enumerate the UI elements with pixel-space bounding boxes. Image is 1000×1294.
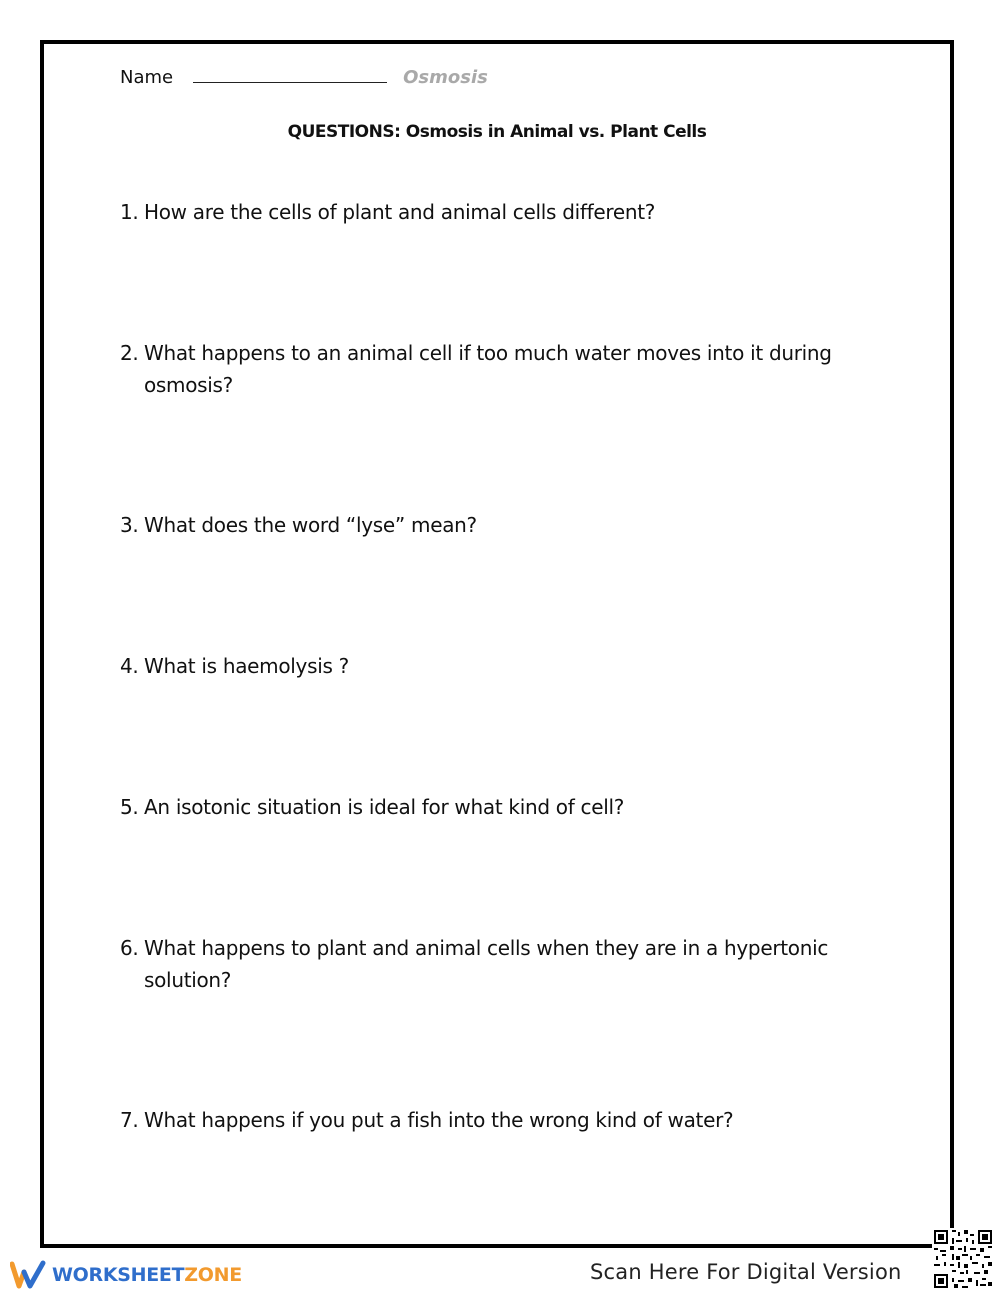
question-4 (120, 650, 880, 682)
worksheetzone-logo[interactable] (10, 1260, 242, 1290)
question-text: An isotonic situation is ideal for what kind of cell? (144, 795, 625, 819)
question-1 (120, 196, 880, 228)
question-6 (120, 932, 880, 996)
topic-label: Osmosis (403, 67, 488, 88)
question-text: What happens to plant and animal cells when they are in a hypertonic solution? (144, 936, 829, 992)
question-7 (120, 1104, 880, 1136)
question-number: 1. (120, 200, 139, 224)
name-field[interactable] (193, 64, 387, 83)
question-text: What is haemolysis ? (144, 654, 349, 678)
question-text: What does the word “lyse” mean? (144, 513, 477, 537)
worksheet-page (40, 40, 954, 1248)
w-logo-icon (10, 1260, 46, 1290)
worksheet-title: QUESTIONS: Osmosis in Animal vs. Plant Cells (287, 122, 707, 142)
question-2 (120, 337, 880, 401)
scan-instruction: Scan Here For Digital Version (590, 1260, 902, 1284)
brand-name-part2: ZONE (184, 1264, 242, 1286)
question-number: 7. (120, 1108, 139, 1132)
brand-name-part1: WORKSHEET (52, 1264, 185, 1286)
name-label: Name (120, 67, 174, 88)
question-text: What happens to an animal cell if too much water moves into it during osmosis? (144, 341, 832, 397)
question-number: 5. (120, 795, 139, 819)
question-number: 6. (120, 936, 139, 960)
question-number: 3. (120, 513, 139, 537)
qr-code-icon[interactable] (932, 1228, 994, 1290)
question-3 (120, 509, 880, 541)
question-number: 2. (120, 341, 139, 365)
question-5 (120, 791, 880, 823)
name-row (120, 64, 488, 92)
question-text: What happens if you put a fish into the wrong kind of water? (144, 1108, 734, 1132)
question-text: How are the cells of plant and animal cells different? (144, 200, 656, 224)
question-number: 4. (120, 654, 139, 678)
brand-name (52, 1264, 242, 1286)
